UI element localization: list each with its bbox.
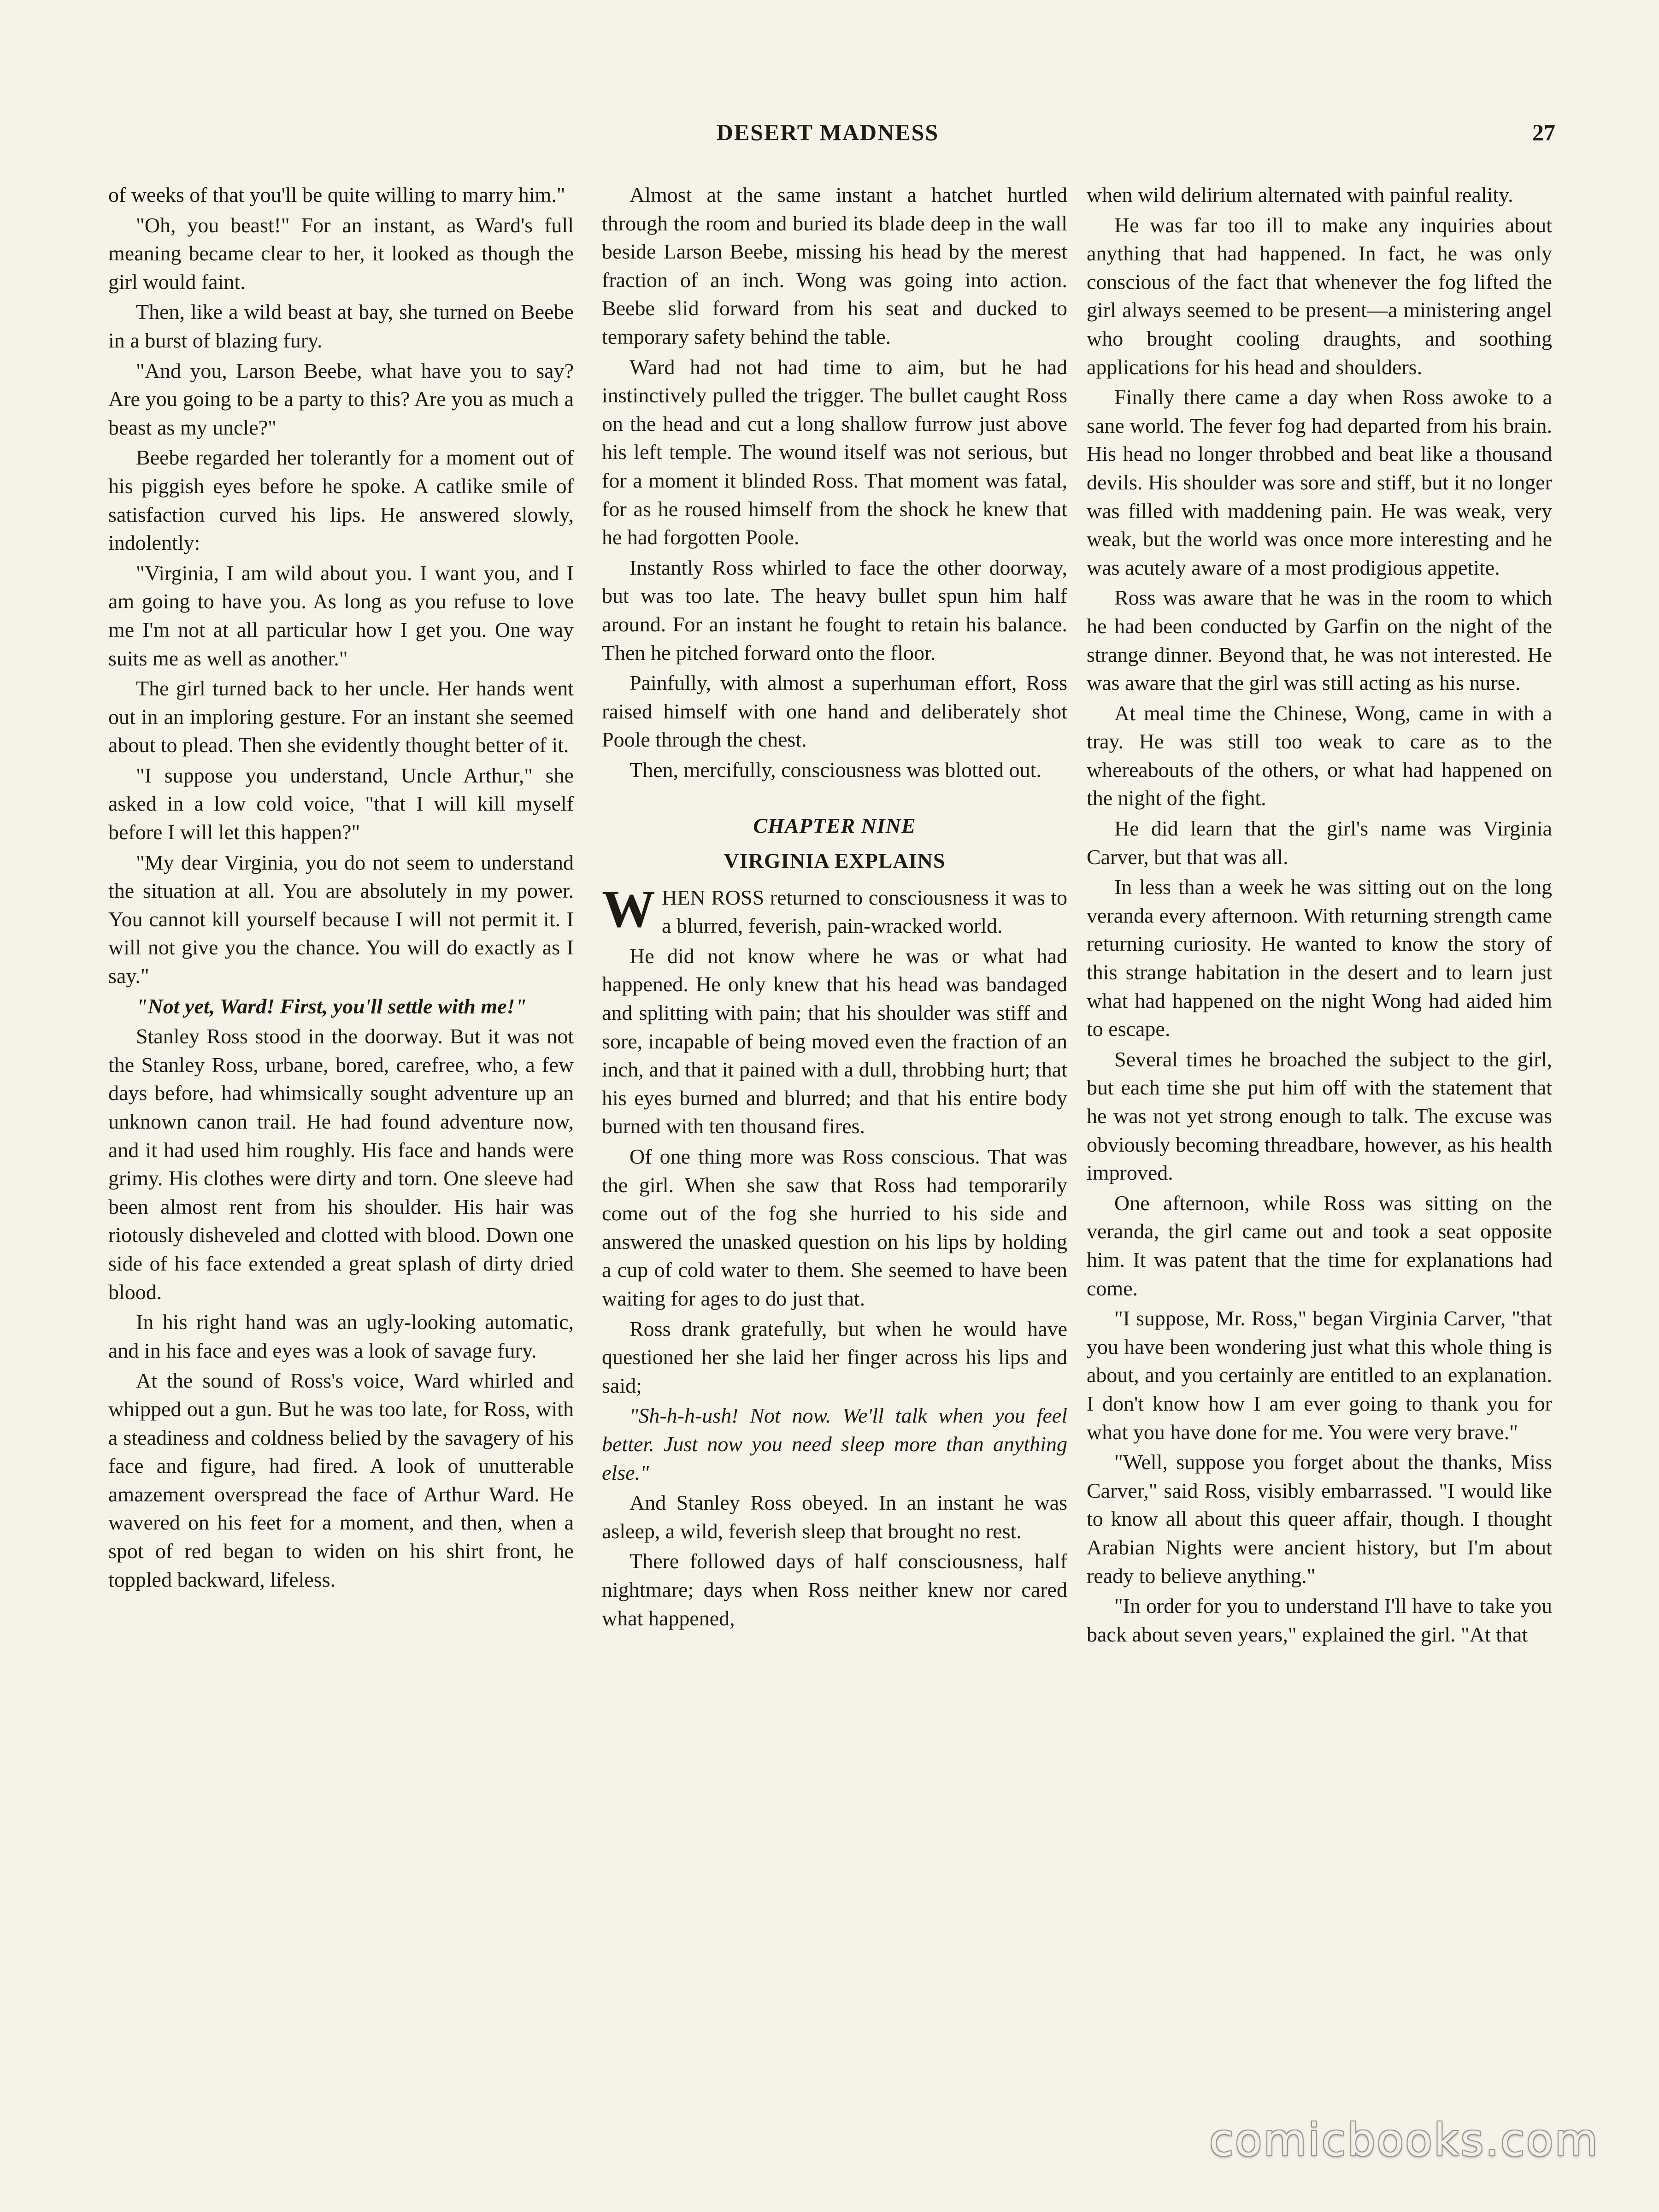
paragraph: Ward had not had time to aim, but he had instinctively pulled the trigger. The bullet caught Ross on the head and cut a long shallow furrow just above his left temple. The wound itself was not serious, but for a moment it blinded Ross. That moment was fatal, for as he roused himself from the shock he knew that he had forgotten Poole.: [602, 355, 1067, 549]
chapter-title: VIRGINIA EXPLAINS: [724, 849, 946, 873]
paragraph: Ross was aware that he was in the room to which he had been conducted by Garfin on the night of the strange dinner. Beyond that, he was not interested. He was aware that the girl was still acting as his nurse.: [1087, 586, 1552, 695]
chapter-opening-paragraph: [602, 879, 1067, 940]
opening-words: HEN ROSS: [662, 885, 765, 909]
paragraph: Painfully, with almost a superhuman effort, Ross raised himself with one hand and deliberately shot Poole through the chest.: [602, 671, 1067, 752]
paragraph: One afternoon, while Ross was sitting on the veranda, the girl came out and took a seat opposite him. It was patent that the time for explanations had come.: [1087, 1191, 1552, 1300]
paragraph: Finally there came a day when Ross awoke to a sane world. The fever fog had departed from his brain. His head no longer throbbed and beat like a thousand devils. His shoulder was sore and stiff, but it no longer was filled with maddening pain. He was weak, very weak, but the world was once more interesting and he was acutely aware of a most prodigious appetite.: [1087, 385, 1552, 579]
paragraph: Of one thing more was Ross conscious. That was the girl. When she saw that Ross had temporarily come out of the fog she hurried to his side and answered the unasked question on his lips by holding a cup of cold water to them. She seemed to have been waiting for ages to do just that.: [602, 1145, 1067, 1310]
drop-cap: W: [602, 879, 655, 939]
paragraph: And Stanley Ross obeyed. In an instant he was asleep, a wild, feverish sleep that brought no rest.: [602, 1491, 1067, 1543]
paragraph: Beebe regarded her tolerantly for a moment out of his piggish eyes before he spoke. A catlike smile of satisfaction curved his lips. He answered slowly, indolently:: [108, 446, 574, 555]
paragraph: There followed days of half consciousness, half nightmare; days when Ross neither knew nor cared what happened,: [602, 1549, 1067, 1630]
text-column-1: [108, 181, 574, 1595]
paragraph: Instantly Ross whirled to face the other doorway, but was too late. The heavy bullet spun him half around. For an instant he fought to retain his balance. Then he pitched forward onto the floor.: [602, 555, 1067, 665]
opening-text: returned to consciousness it was to a blurred, feverish, pain-wracked world.: [662, 885, 1067, 938]
paragraph: At meal time the Chinese, Wong, came in with a tray. He was still too weak to care as to the whereabouts of the others, or what had happened on the night of the fight.: [1087, 701, 1552, 810]
paragraph: "In order for you to understand I'll have to take you back about seven years," explained the girl. "At that: [1087, 1594, 1552, 1646]
paragraph: He did learn that the girl's name was Virginia Carver, but that was all.: [1087, 817, 1552, 869]
paragraph: Almost at the same instant a hatchet hurtled through the room and buried its blade deep in the wall beside Larson Beebe, missing his head by the merest fraction of an inch. Wong was going into action. Beebe slid forward from his seat and ducked to temporary safety behind the table.: [602, 183, 1067, 348]
paragraph: "My dear Virginia, you do not seem to understand the situation at all. You are absolutely in my power. You cannot kill yourself because I will not permit it. I will not give you the chance. You will do exactly as I say.": [108, 850, 574, 988]
paragraph-italic: "Sh-h-h-ush! Not now. We'll talk when you feel better. Just now you need sleep more than anything else.": [602, 1404, 1067, 1484]
paragraph: He did not know where he was or what had happened. He only knew that his head was bandaged and splitting with pain; that his shoulder was stiff and sore, incapable of being moved even the fraction of an inch, and that it pained with a dull, throbbing hurt; that his eyes burned and blurred; and that his entire body burned with ten thousand fires.: [602, 944, 1067, 1138]
text-column-3: [1087, 181, 1552, 1650]
page-number: 27: [1532, 119, 1555, 145]
paragraph: "And you, Larson Beebe, what have you to say? Are you going to be a party to this? Are you as much a beast as my uncle?": [108, 359, 574, 439]
paragraph-italic: "Not yet, Ward! First, you'll settle with me!": [136, 994, 527, 1018]
paragraph: "Oh, you beast!" For an instant, as Ward's full meaning became clear to her, it looked as though the girl would faint.: [108, 213, 574, 294]
paragraph: "I suppose you understand, Uncle Arthur," she asked in a low cold voice, "that I will kill myself before I will let this happen?": [108, 763, 574, 844]
paragraph: "I suppose, Mr. Ross," began Virginia Carver, "that you have been wondering just what this whole thing is about, and you certainly are entitled to an explanation. I don't know how I am ever going to thank you for what you have done for me. You were very brave.": [1087, 1306, 1552, 1444]
paragraph: Then, like a wild beast at bay, she turned on Beebe in a burst of blazing fury.: [108, 300, 574, 352]
running-head: DESERT MADNESS: [716, 119, 939, 145]
paragraph: At the sound of Ross's voice, Ward whirled and whipped out a gun. But he was too late, for Ross, with a steadiness and coldness belied by the savagery of his face and figure, had fired. A look of unutterable amazement overspread the face of Arthur Ward. He wavered on his feet for a moment, and then, when a spot of red began to widen on his shirt front, he toppled backward, lifeless.: [108, 1369, 574, 1591]
paragraph: The girl turned back to her uncle. Her hands went out in an imploring gesture. For an instant she seemed about to plead. Then she evidently thought better of it.: [108, 677, 574, 757]
paragraph: He was far too ill to make any inquiries about anything that had happened. In fact, he was only conscious of the fact that whenever the fog lifted the girl always seemed to be present—a ministering angel who brought cooling draughts, and soothing applications for his head and shoulders.: [1087, 213, 1552, 379]
paragraph: Ross drank gratefully, but when he would have questioned her she laid her finger across his lips and said;: [602, 1317, 1067, 1397]
paragraph: In less than a week he was sitting out on the long veranda every afternoon. With returning strength came returning curiosity. He wanted to know the story of this strange habitation in the desert and to learn just what had happened on the night Wong had aided him to escape.: [1087, 875, 1552, 1041]
paragraph: Then, mercifully, consciousness was blotted out.: [629, 758, 1041, 782]
paragraph: when wild delirium alternated with painful reality.: [1087, 183, 1513, 206]
paragraph: In his right hand was an ugly-looking automatic, and in his face and eyes was a look of savage fury.: [108, 1310, 574, 1362]
paragraph: "Virginia, I am wild about you. I want you, and I am going to have you. As long as you refuse to love me I'm not at all particular how I get you. One way suits me as well as another.": [108, 561, 574, 670]
chapter-number: CHAPTER NINE: [753, 814, 916, 838]
paragraph: Stanley Ross stood in the doorway. But it was not the Stanley Ross, urbane, bored, carefree, who, a few days before, had whimsically sought adventure up an unknown canon trail. He had found adventure now, and it had used him roughly. His face and hands were grimy. His clothes were dirty and torn. One sleeve had been almost rent from his shoulder. His hair was riotously disheveled and clotted with blood. Down one side of his face extended a great splash of dirty dried blood.: [108, 1024, 574, 1304]
paragraph: "Well, suppose you forget about the thanks, Miss Carver," said Ross, visibly embarrassed. "I would like to know all about this queer affair, though. I thought Arabian Nights were ancient history, but I'm about ready to believe anything.": [1087, 1450, 1552, 1588]
paragraph: Several times he broached the subject to the girl, but each time she put him off with the statement that he was not yet strong enough to talk. The excuse was obviously becoming threadbare, however, as his health improved.: [1087, 1047, 1552, 1185]
text-column-2: [602, 181, 1067, 1634]
site-watermark: comicbooks.com: [1209, 2114, 1599, 2166]
paragraph: of weeks of that you'll be quite willing to marry him.": [108, 183, 565, 206]
